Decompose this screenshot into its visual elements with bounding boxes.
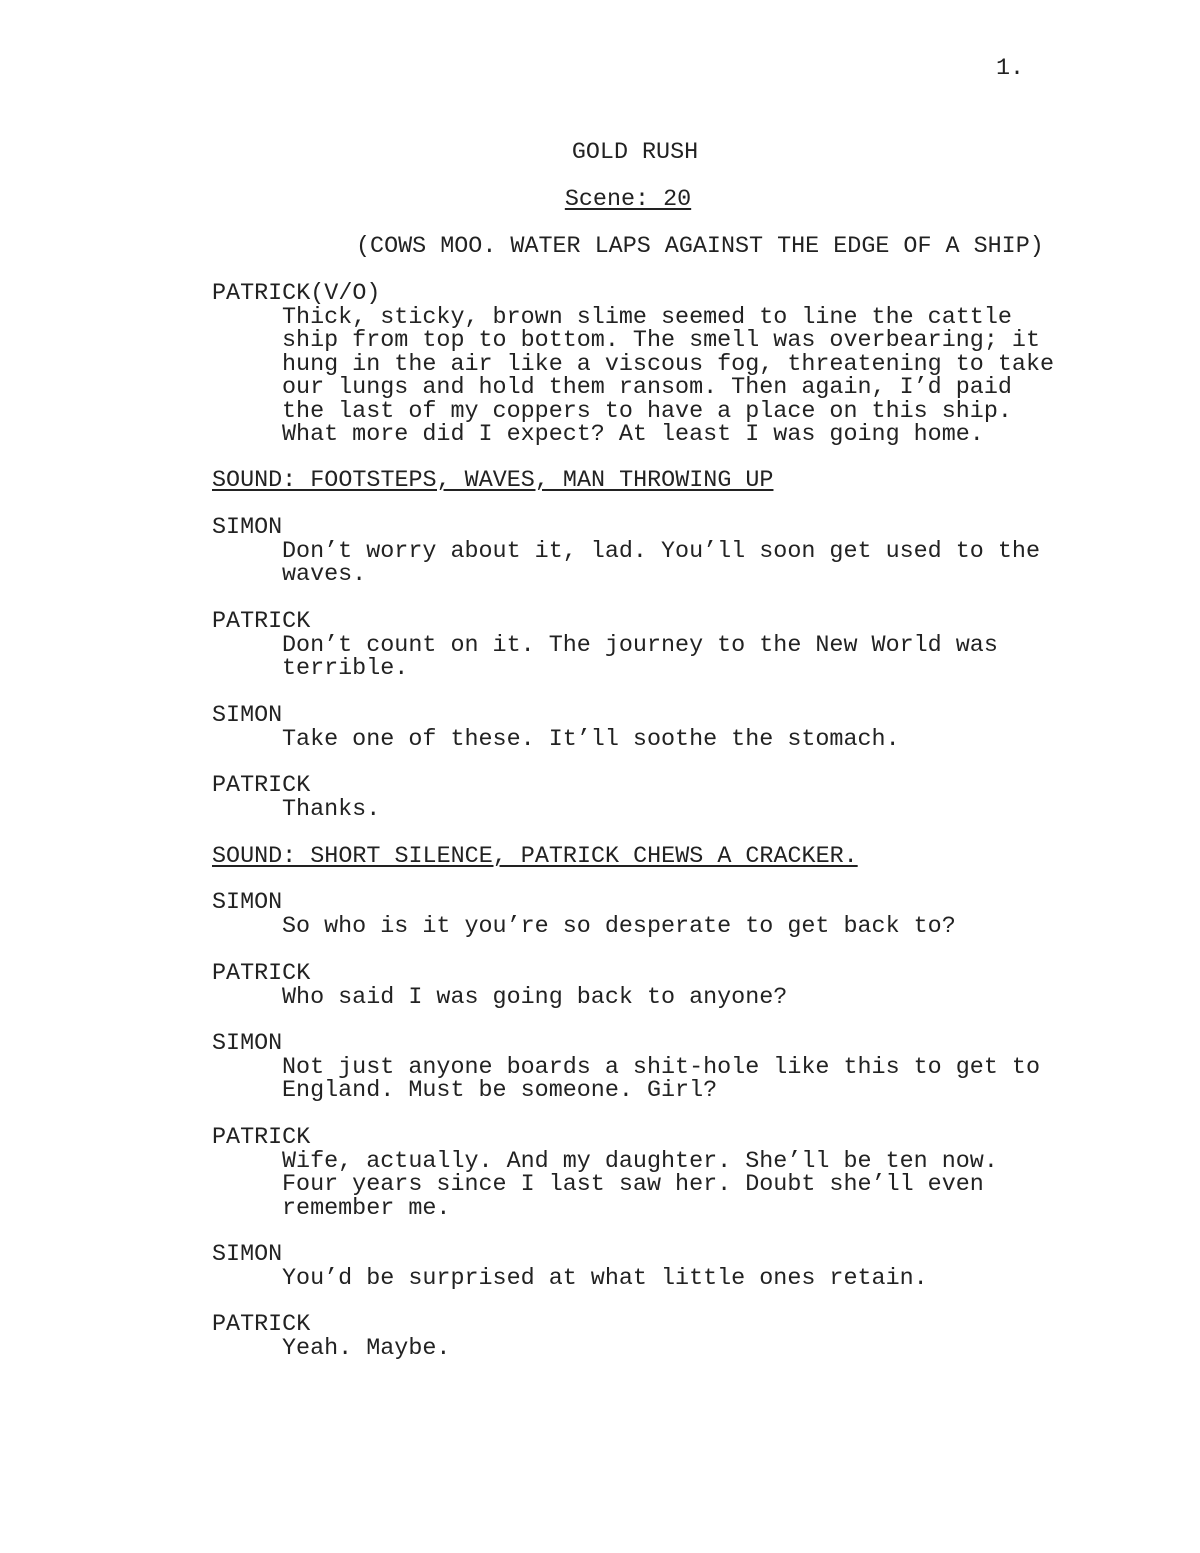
script-title: GOLD RUSH — [571, 140, 699, 166]
dialogue-text: You’d be surprised at what little ones retain. — [282, 1265, 928, 1292]
dialogue-text: Yeah. Maybe. — [282, 1335, 451, 1362]
dialogue-text: Not just anyone boards a shit-hole like this to get to England. Must be someone. Girl? — [282, 1054, 1040, 1104]
dialogue-block — [212, 775, 1082, 822]
dialogue-text: So who is it you’re so desperate to get back to? — [282, 913, 956, 940]
dialogue-block — [212, 705, 1082, 752]
dialogue-text: Wife, actually. And my daughter. She’ll be ten now. Four years since I last saw her. Doubt she’ll even remember me. — [282, 1148, 998, 1222]
dialogue-text: Thanks. — [282, 796, 381, 823]
character-name: SIMON — [212, 1242, 283, 1268]
character-name: PATRICK — [212, 1312, 311, 1338]
scene-heading: Scene: 20 — [564, 187, 692, 213]
dialogue-text: Don’t worry about it, lad. You’ll soon get used to the waves. — [282, 538, 1040, 588]
scene-heading-wrap — [0, 189, 1200, 213]
dialogue-text: Who said I was going back to anyone? — [282, 984, 788, 1011]
character-name: PATRICK(V/O) — [212, 281, 381, 307]
sound-cue: SOUND: FOOTSTEPS, WAVES, MAN THROWING UP — [212, 468, 774, 494]
dialogue-block — [212, 517, 1082, 588]
dialogue-block — [212, 283, 1082, 448]
dialogue-block — [212, 1127, 1082, 1221]
character-name: SIMON — [212, 890, 283, 916]
character-name: PATRICK — [212, 773, 311, 799]
page-number: 1. — [996, 56, 1025, 82]
character-name: SIMON — [212, 1031, 283, 1057]
character-name: SIMON — [212, 703, 283, 729]
sound-cue: SOUND: SHORT SILENCE, PATRICK CHEWS A CRACKER. — [212, 844, 858, 870]
dialogue-block — [212, 611, 1082, 682]
dialogue-block — [212, 1314, 1082, 1361]
dialogue-block — [212, 1244, 1082, 1291]
dialogue-block — [212, 892, 1082, 939]
dialogue-text: Don’t count on it. The journey to the New World was terrible. — [282, 632, 998, 682]
character-name: PATRICK — [212, 961, 311, 987]
dialogue-block — [212, 963, 1082, 1010]
opening-direction: (COWS MOO. WATER LAPS AGAINST THE EDGE OF A SHIP) — [356, 234, 1044, 260]
dialogue-text: Take one of these. It’ll soothe the stomach. — [282, 726, 900, 753]
character-name: PATRICK — [212, 609, 311, 635]
character-name: SIMON — [212, 515, 283, 541]
character-name: PATRICK — [212, 1125, 311, 1151]
dialogue-text: Thick, sticky, brown slime seemed to line the cattle ship from top to bottom. The smell was overbearing; it hung in the air like a viscous fog, threatening to take our lungs and hold them ransom. Then again, I’d paid the last of my coppers to have a place on this ship. What more did I expect? At least I was going home. — [282, 304, 1055, 448]
dialogue-block — [212, 1033, 1082, 1104]
